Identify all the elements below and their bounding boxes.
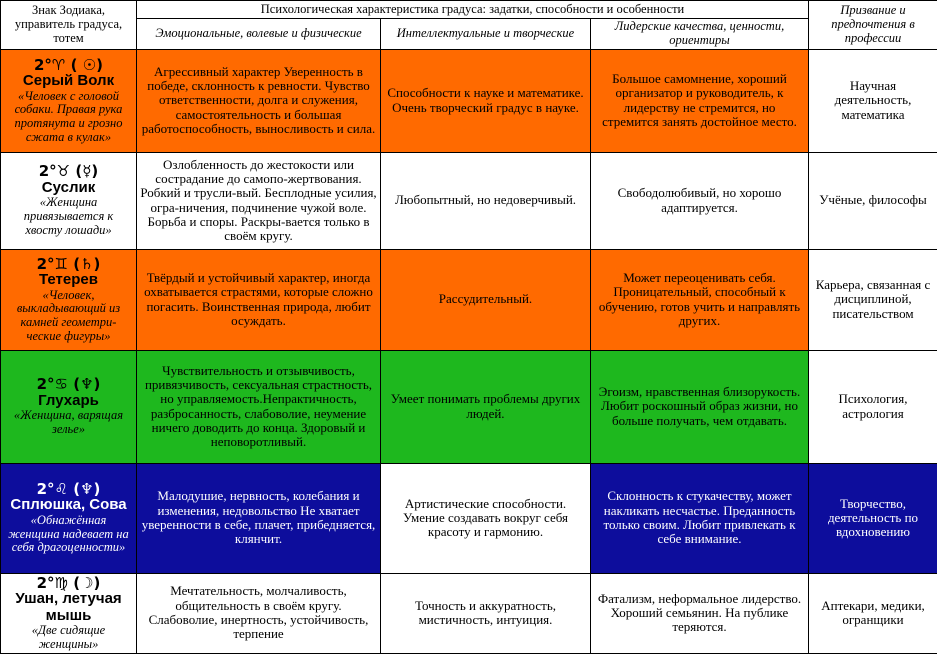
- sign-cell: [1, 249, 137, 350]
- calling-cell: Психология, астрология: [809, 350, 937, 463]
- neptune-icon: (♆): [73, 480, 100, 498]
- sign-cell: [1, 573, 137, 653]
- intellectual-cell: Точность и аккуратность, мистичность, интуиция.: [381, 573, 591, 653]
- calling-column-header: Призвание и предпочтения в профессии: [809, 1, 937, 50]
- moon-icon: (☽): [73, 574, 100, 592]
- intellectual-subheader: Интеллектуальные и творческие: [381, 19, 591, 50]
- mercury-icon: (☿): [75, 162, 98, 180]
- emotional-cell: Мечтательность, молчаливость, общительность в своём кругу. Слабоволие, инертность, устойчивость, терпение: [137, 573, 381, 653]
- intellectual-cell: Любопытный, но недоверчивый.: [381, 152, 591, 249]
- leadership-cell: Фатализм, неформальное лидерство. Хороший семьянин. На публике теряются.: [591, 573, 809, 653]
- totem-description: «Женщина, варящая зелье»: [4, 409, 133, 437]
- sun-icon: ( ☉): [71, 56, 103, 74]
- sign-cell: [1, 49, 137, 152]
- sign-cell: [1, 152, 137, 249]
- emotional-cell: Малодушие, нервность, колебания и изменения, недовольство Не хватает уверенности в себе, плачет, прибедняется, клянчит.: [137, 463, 381, 573]
- totem-description: «Человек, выкладывающий из камней геометри-ческие фигуры»: [4, 289, 133, 344]
- leadership-cell: Большое самомнение, хороший организатор и руководитель, к лидерству не стремится, но стремится занять достойное место.: [591, 49, 809, 152]
- calling-cell: Научная деятельность, математика: [809, 49, 937, 152]
- table-row: [1, 49, 937, 152]
- degree-label: 2°♍ (☽): [4, 575, 133, 592]
- totem-name: Сплюшка, Сова: [4, 497, 133, 514]
- gemini-icon: ♊: [55, 255, 68, 273]
- degree-label: 2°♈ ( ☉): [4, 57, 133, 74]
- leadership-subheader: Лидерские качества, ценности, ориентиры: [591, 19, 809, 50]
- aries-icon: ♈: [52, 56, 65, 74]
- intellectual-cell: Способности к науке и математике. Очень творческий градус в науке.: [381, 49, 591, 152]
- totem-description: «Женщина привязывается к хвосту лошади»: [4, 196, 133, 237]
- taurus-icon: ♉: [57, 162, 70, 180]
- intellectual-cell: Умеет понимать проблемы других людей.: [381, 350, 591, 463]
- degree-label: 2°♋ (♆): [4, 376, 133, 393]
- totem-description: «Две сидящие женщины»: [4, 624, 133, 652]
- calling-cell: Творчество, деятельность по вдохновению: [809, 463, 937, 573]
- totem-name: Глухарь: [4, 393, 133, 410]
- totem-description: «Человек с головой собаки. Правая рука протянута и грозно сжата в кулак»: [4, 90, 133, 145]
- table-row: [1, 573, 937, 653]
- emotional-cell: Агрессивный характер Уверенность в победе, склонность к ревности. Чувство ответственности, долга и служения, самостоятельность и большая работоспособность, выносливость и сила.: [137, 49, 381, 152]
- totem-name: Суслик: [4, 180, 133, 197]
- intellectual-cell: Рассудительный.: [381, 249, 591, 350]
- leadership-cell: Может переоценивать себя. Проницательный, способный к обучению, готов учить и направлять других.: [591, 249, 809, 350]
- emotional-cell: Озлобленность до жестокости или сострадание до самопо-жертвования. Робкий и трусли-вый. Бесплодные усилия, огра-ничения, подчинение чужой воле. Борьба и споры. Раскры-вается только в своём кругу.: [137, 152, 381, 249]
- totem-description: «Обнажённая женщина надевает на себя драгоценности»: [4, 514, 133, 555]
- emotional-subheader: Эмоциональные, волевые и физические: [137, 19, 381, 50]
- sign-column-header: Знак Зодиака, управитель градуса, тотем: [1, 1, 137, 50]
- table-row: [1, 463, 937, 573]
- virgo-icon: ♍: [55, 574, 68, 592]
- degree-label: 2°♉ (☿): [4, 163, 133, 180]
- leadership-cell: Эгоизм, нравственная близорукость. Любит роскошный образ жизни, но больше получать, чем отдавать.: [591, 350, 809, 463]
- totem-name: Тетерев: [4, 272, 133, 289]
- cancer-icon: ♋: [55, 375, 68, 393]
- table-row: [1, 249, 937, 350]
- calling-cell: Карьера, связанная с дисциплиной, писательством: [809, 249, 937, 350]
- table-row: [1, 152, 937, 249]
- saturn-icon: (♄): [73, 255, 100, 273]
- emotional-cell: Чувствительность и отзывчивость, привязчивость, сексуальная страстность, но управляемость.Непрактичность, разбросанность, слабоволие, неумение ничего доводить до конца. Здоровый и неповоротливый.: [137, 350, 381, 463]
- leadership-cell: Склонность к стукачеству, может накликать несчастье. Преданность только своим. Любит привлекать к себе внимание.: [591, 463, 809, 573]
- table-row: [1, 350, 937, 463]
- emotional-cell: Твёрдый и устойчивый характер, иногда охватывается страстями, которые сложно погасить. Воинственная природа, любит осуждать.: [137, 249, 381, 350]
- degree-label: 2°♊ (♄): [4, 256, 133, 273]
- calling-cell: Учёные, философы: [809, 152, 937, 249]
- leadership-cell: Свободолюбивый, но хорошо адаптируется.: [591, 152, 809, 249]
- neptune-icon: (♆): [73, 375, 100, 393]
- degree-label: 2°♌ (♆): [4, 481, 133, 498]
- calling-cell: Аптекари, медики, огранщики: [809, 573, 937, 653]
- leo-icon: ♌: [55, 480, 68, 498]
- sign-cell: [1, 350, 137, 463]
- totem-name: Серый Волк: [4, 73, 133, 90]
- sign-cell: [1, 463, 137, 573]
- totem-name: Ушан, летучая мышь: [4, 591, 133, 624]
- characteristics-header: Психологическая характеристика градуса: задатки, способности и особенности: [137, 1, 809, 19]
- intellectual-cell: Артистические способности. Умение создавать вокруг себя красоту и гармонию.: [381, 463, 591, 573]
